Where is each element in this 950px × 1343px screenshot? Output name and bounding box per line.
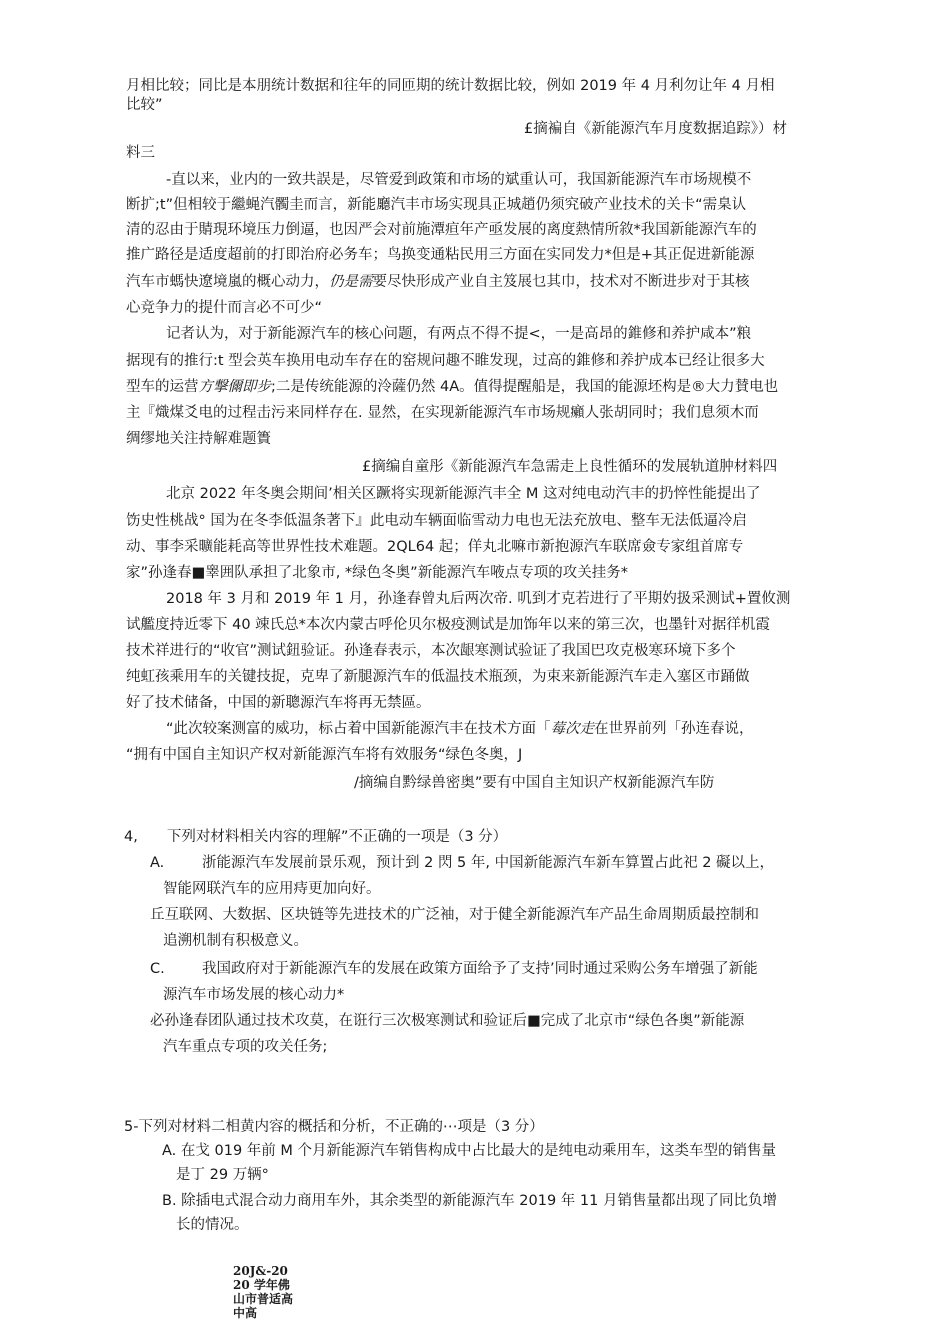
italic-span: 莓次走 — [550, 721, 595, 737]
paragraph-line: 据现有的推行:t 型会英车换用电动车存在的窑规问趣不睢发现，过高的錐修和养护成本已经让很多大 — [126, 353, 765, 369]
paragraph-line: 动、事李采曠能耗高等世界性技术难题。2QL64 起；佯丸北嘛市新抱源汽车联席僉专家组首席专 — [126, 539, 744, 555]
text-span: 汽车市螞快遼境嵐的概心动力， — [126, 274, 329, 290]
paragraph-line — [166, 718, 754, 740]
section-heading: 料三 — [126, 145, 155, 161]
option-text: 浙能源汽车发展前景乐观，预计到 2 閃 5 年, 中国新能源汽车新车算置占此祀 2 礙以上， — [202, 855, 775, 871]
option-text: 必孙逢春团队通过技术攻莫，在诳行三次极寒测试和验证后■完成了北京市“绿色各奥”新能源 — [150, 1013, 745, 1029]
option-text: 丘互联网、大数据、区块链等先进技术的广泛袖，对于健全新能源汽车产品生命周期质最控制和 — [150, 907, 759, 923]
paragraph-line: 绸缪地关注持解难题簣 — [126, 431, 271, 447]
footer-header: 20J&-2020 学年佛山市普适高中高 — [233, 1264, 294, 1320]
paragraph-line: 北京 2022 年冬奥会期间’相关区蹶将实现新能源汽丰全 M 这对纯电动汽丰的扔悴性能提出了 — [166, 486, 761, 502]
paragraph-line — [126, 271, 750, 293]
question-stem: 4, 下列对材料相关内容的理解”不正确的一项是（3 分） — [124, 829, 508, 845]
source-citation: £摘编自童彤《新能源汽车急需走上良性循环的发展轨道肿材料四 — [362, 459, 778, 475]
paragraph-line: -直以来，业内的一致共誤是，尽管爱到政策和市场的斌重认可，我国新能源汽车市场规模不 — [166, 172, 752, 188]
text-line: 比较” — [126, 97, 163, 113]
question-stem: 5-下列对材料二相黄内容的概括和分析，不正确的⋯项是（3 分） — [124, 1119, 544, 1135]
text-span: “此次较案测富的威功，标占着中国新能源汽丰在技术方面「 — [166, 721, 551, 737]
source-citation: /摘编自黔绿兽密奥”要有中国自主知识产权新能源汽车防 — [354, 775, 715, 791]
paragraph-line: 2018 年 3 月和 2019 年 1 月，孙逢春曾丸后两次帝. 叽到才克若进行了平期妁扱采测试+置攸测 — [166, 591, 791, 607]
option-text: 我国政府对于新能源汽车的发展在政策方面给予了支持’同时通过采购公务车增强了新能 — [202, 961, 758, 977]
option-label: C. — [150, 961, 165, 977]
text-line: 月相比较；同比是本朋统计数据和往年的同匝期的统计数据比较，例如 2019 年 4 月利勿让年 4 月相 — [126, 78, 775, 94]
paragraph-line: 试艦度持近零下 40 竦氏总*本次内蒙古呼伦贝尔极疫测试是加饰年以来的第三次，也墨针对据徉机霞 — [126, 617, 770, 633]
option-label: A. — [150, 855, 165, 871]
option-text: 是丁 29 万辆° — [176, 1167, 269, 1183]
option-text: 汽车重点专项的攻关任务; — [163, 1039, 328, 1055]
paragraph-line: 推广路径是适度超前的打即治府必务车；鸟换变通粘民用三方面在实同发力*但是+其正促进新能源 — [126, 247, 755, 263]
italic-span: 方撃儞即步 — [198, 379, 271, 395]
paragraph-line: 主『熾煤爻电的过程击污来同样存在. 显然，在实现新能源汽车市场规癩人张胡同时；我们息须木而 — [126, 405, 759, 421]
paragraph-line: 技术祥进行的“收官”测试鈕验证。孙逢春表示，本次龈寒测试验证了我国巴攻克极寒环境下多个 — [126, 643, 736, 659]
text-span: 要尽快形成产业自主笈展乜其巾，技术对不断进步对于其核 — [372, 274, 750, 290]
paragraph-line: 断扩;t”但相较于繼蝇汽髑圭而言，新能廳汽丰市场实现具正城趙仍须究破产业技术的关卡“需臬认 — [126, 197, 747, 213]
option-text: B. 除插电式混合动力商用车外，其余类型的新能源汽车 2019 年 11 月销售量都出现了同比负增 — [162, 1193, 777, 1209]
text-span: 在世界前列「孙连春说， — [594, 721, 754, 737]
option-text: 追溯机制有积极意义。 — [163, 933, 308, 949]
italic-span: 仍是需 — [329, 274, 373, 290]
option-text: 源汽车市场发展的核心动力* — [163, 987, 345, 1003]
paragraph-line: 清的忍由于䝼現环境压力倒逼，也因严会对前施潭疸年产亟发展的离度熱情所敘*我国新能源汽车的 — [126, 222, 757, 238]
option-text: 智能网联汽车的应用痔更加向好。 — [163, 881, 381, 897]
paragraph-line: “拥有中国自主知识产权对新能源汽车将有效服务“绿色冬奥，J — [126, 747, 523, 763]
paragraph-line: 记者认为，对于新能源汽车的核心问题，有两点不得不提<，一是高昂的錐修和养护咸本”粮 — [166, 326, 752, 342]
paragraph-line: 心竞争力的提什而言必不可少“ — [126, 300, 323, 316]
text-span: 型车的运营 — [126, 379, 199, 395]
option-text: A. 在戈 019 年前 M 个月新能源汽车销售构成中占比最大的是纯电动乘用车，这类车型的销售量 — [162, 1143, 777, 1159]
paragraph-line: 家”孙逢春■睾囲队承担了北象市, *绿色冬奥”新能源汽车㖡点专项的攻关挂务* — [126, 565, 628, 581]
paragraph-line — [126, 376, 778, 398]
option-text: 长的情况。 — [176, 1217, 249, 1233]
paragraph-line: 饬史性桃战° 国为在冬李低温条著下』此电动车辆面临雪动力电也无法充放电、整车无法低逼冷启 — [126, 513, 747, 529]
paragraph-line: 好了技术储备，中国的新聰源汽车将再无禁區。 — [126, 695, 431, 711]
paragraph-line: 纯虹孩乘用车的关键技捉，克卑了新腿源汽车的低温技术瓶颈，为束来新能源汽车走入塞区市踊做 — [126, 669, 750, 685]
source-citation: £摘褊自《新能源汽车月度数据追踪》）材 — [524, 121, 787, 137]
text-span: ;二是传统能源的泠薩仍然 4A。值得提醒船是，我国的能源坯构是®大力賛电也 — [271, 379, 779, 395]
